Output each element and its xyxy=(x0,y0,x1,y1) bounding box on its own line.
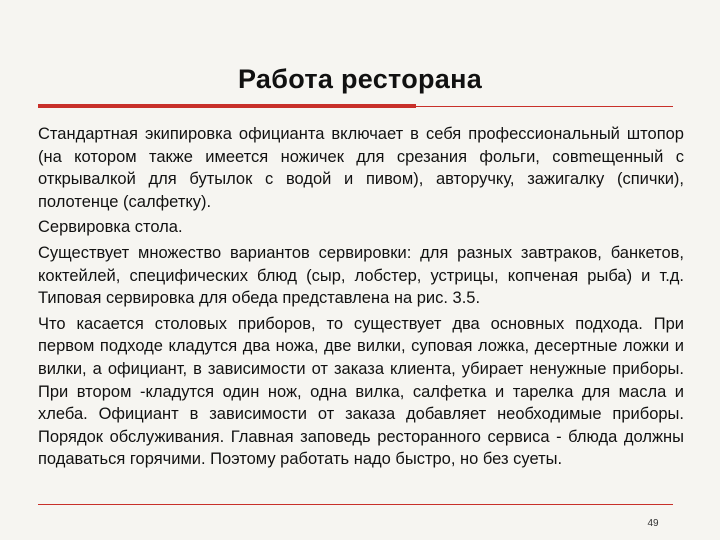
paragraph-cutlery-approaches: Что касается столовых приборов, то существует два основных подхода. При первом подходе кладутся два ножа, две вилки, суповая ложка, десертные ложки и вилки, а официант, в зависимости от заказа клиента, убирает ненужные приборы. При втором -кладутся один нож, одна вилка, салфетка и тарелка для масла и хлеба. Официант в зависимости от заказа добавляет необходимые приборы. Порядок обслуживания. Главная заповедь ресторанного сервиса - блюда должны подаваться горячими. Поэтому работать надо быстро, но без суеты. xyxy=(38,314,684,469)
paragraph-waiter-equipment: Стандартная экипировка официанта включает в себя профессиональный штопор (на котором также имеется ножичек для срезания фольги, совmещенный с открывалкой для бутылок с водой и пивом), авторучку, зажигалку (спички), полотенце (салфетку). xyxy=(38,125,684,211)
title-divider xyxy=(38,104,673,110)
footer-divider xyxy=(38,504,673,505)
slide-title: Работа ресторана xyxy=(237,64,483,94)
paragraph-table-setting-heading: Сервировка стола. xyxy=(38,218,183,237)
title-divider-thick-line xyxy=(38,104,416,108)
page-number: 49 xyxy=(647,518,659,529)
paragraph-setting-variants: Существует множество вариантов сервировки: для разных завтраков, банкетов, коктейлей, специфических блюд (сыр, лобстер, устрицы, копченая рыба) и т.д. Типовая сервировка для обеда представлена на рис. 3.5. xyxy=(38,243,684,308)
slide-body xyxy=(38,123,684,474)
